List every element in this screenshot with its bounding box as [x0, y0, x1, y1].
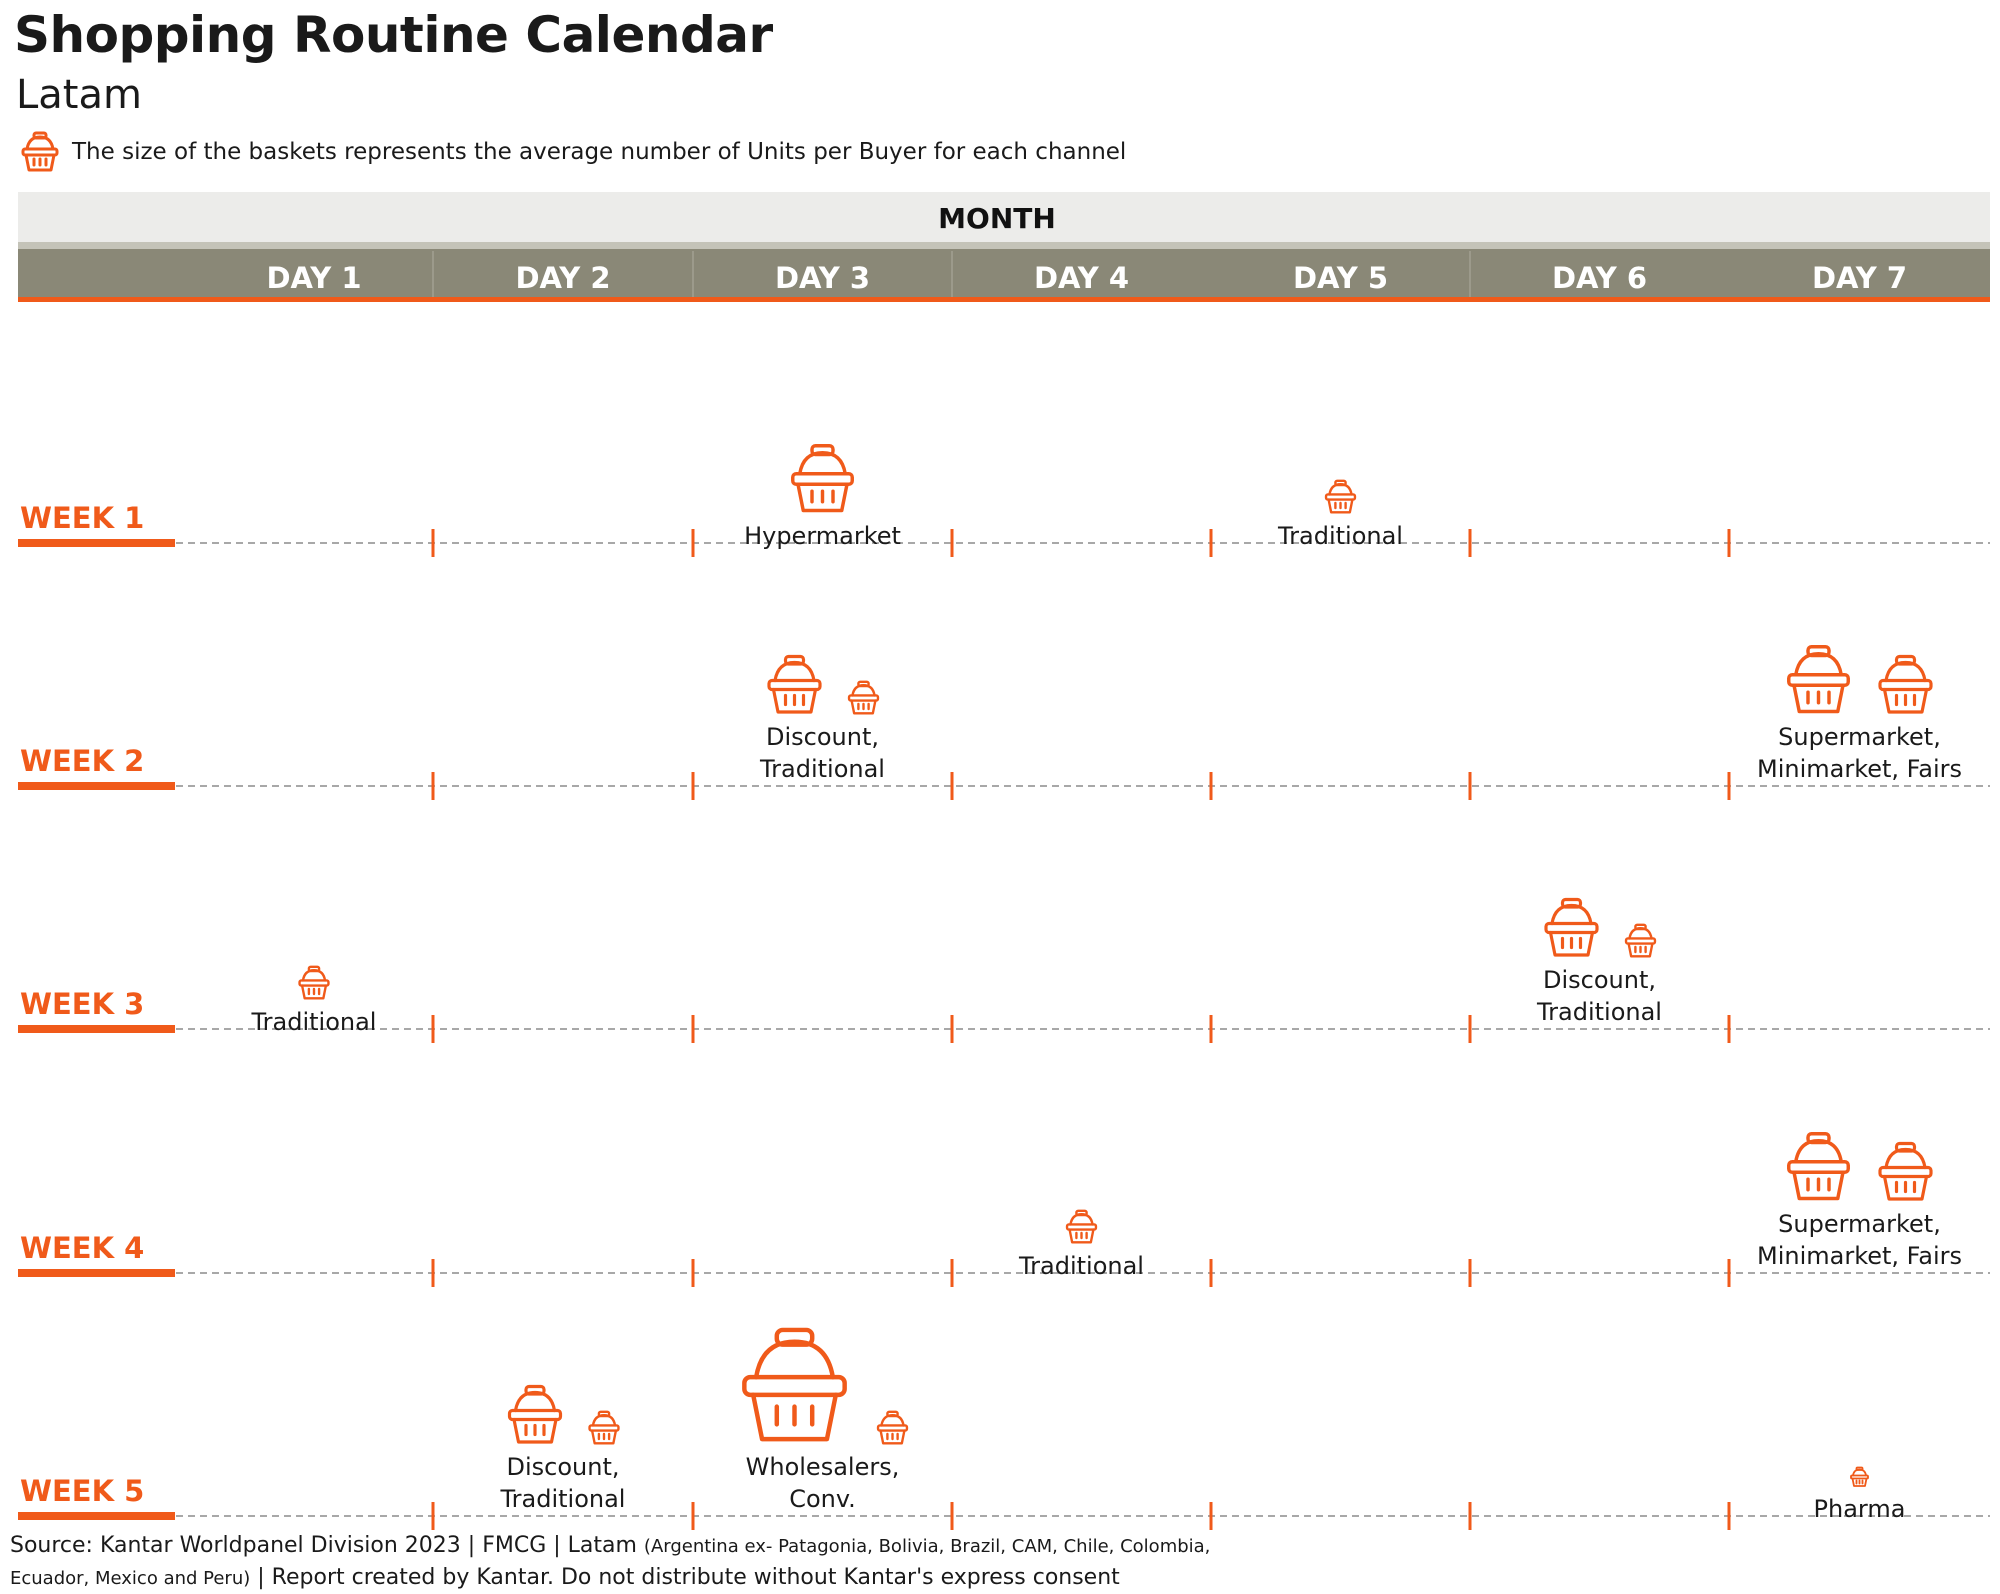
shopping-event-2	[759, 723, 885, 783]
footer-disclaimer: | Report created by Kantar. Do not distribute without Kantar's express consent	[250, 1565, 1120, 1590]
basket-icon	[769, 657, 820, 713]
basket-rim	[1880, 681, 1931, 690]
footer-countries: (Argentina ex- Patagonia, Bolivia, Brazil, CAM, Chile, Colombia,	[643, 1536, 1211, 1557]
event-label: Minimarket, Fairs	[1756, 1242, 1963, 1270]
day-label-2: DAY 2	[515, 261, 611, 295]
shopping-event-1	[1277, 522, 1403, 550]
week-bar	[18, 1512, 175, 1520]
shopping-event-6	[1018, 1252, 1144, 1280]
basket-rim	[849, 695, 878, 700]
event-label: Discount,	[766, 723, 879, 751]
basket-icon	[1789, 647, 1849, 712]
basket-rim	[300, 980, 329, 985]
week-label-3: WEEK 3	[20, 987, 145, 1021]
event-label: Traditional	[251, 1008, 377, 1036]
basket-icon	[1880, 1144, 1931, 1200]
day-label-6: DAY 6	[1551, 261, 1648, 295]
week-label-4: WEEK 4	[20, 1231, 145, 1265]
basket-rim	[744, 1377, 844, 1395]
shopping-event-8	[500, 1453, 626, 1513]
basket-rim	[1880, 1168, 1931, 1177]
shopping-event-3	[1757, 723, 1962, 783]
event-label: Traditional	[1278, 522, 1403, 550]
basket-lid	[756, 1342, 833, 1377]
day-label-1: DAY 1	[266, 261, 362, 295]
basket-rim	[793, 474, 853, 485]
basket-rim	[1626, 938, 1655, 943]
shopping-event-7	[1757, 1210, 1962, 1270]
page-title: Shopping Routine Calendar	[14, 6, 773, 64]
basket-icon	[510, 1387, 561, 1443]
event-label: Traditional	[500, 1485, 626, 1513]
week-bar	[18, 1269, 175, 1277]
shopping-event-9	[746, 1453, 900, 1513]
basket-rim	[1789, 1162, 1849, 1173]
event-label: Traditional	[760, 755, 885, 783]
day-label-5: DAY 5	[1292, 261, 1389, 295]
day-header-underline	[18, 297, 1990, 302]
basket-icon	[793, 446, 853, 511]
source-footer	[10, 1530, 1970, 1594]
basket-icon	[1067, 1211, 1096, 1242]
event-label: Minimarket, Fairs	[1756, 755, 1963, 783]
event-label: Traditional	[1537, 998, 1662, 1026]
basket-rim	[878, 1425, 907, 1430]
basket-icon	[300, 967, 329, 998]
basket-icon	[1789, 1134, 1849, 1199]
event-label: Discount,	[506, 1453, 620, 1481]
basket-icon	[878, 1412, 907, 1443]
week-bar	[18, 1025, 175, 1033]
basket-icon	[1326, 481, 1355, 512]
footer-countries-cont: Ecuador, Mexico and Peru)	[10, 1568, 251, 1589]
legend-text: The size of the baskets represents the average number of Units per Buyer for each channel	[72, 139, 1127, 165]
shopping-event-0	[744, 522, 901, 550]
basket-icon	[590, 1412, 619, 1443]
basket-rim	[590, 1425, 619, 1430]
basket-rim	[1326, 494, 1355, 499]
basket-icon	[1546, 900, 1597, 956]
basket-rim	[510, 1411, 561, 1420]
event-label: Supermarket,	[1778, 1210, 1941, 1238]
day-label-4: DAY 4	[1033, 261, 1130, 295]
footer-source: Source: Kantar Worldpanel Division 2023 | FMCG | Latam	[10, 1533, 644, 1558]
shopping-event-10	[1814, 1495, 1906, 1523]
week-bar	[18, 539, 175, 547]
basket-icon	[1880, 657, 1931, 713]
basket-icon	[849, 682, 878, 713]
basket-rim	[1851, 1476, 1868, 1479]
event-label: Supermarket,	[1778, 723, 1941, 751]
event-label: Wholesalers,	[745, 1453, 900, 1481]
basket-icon	[1626, 925, 1655, 956]
week-label-5: WEEK 5	[20, 1474, 145, 1508]
day-label-3: DAY 3	[774, 261, 871, 295]
basket-rim	[1546, 924, 1597, 933]
basket-icon	[744, 1330, 844, 1439]
month-header: MONTH	[938, 202, 1056, 235]
week-label-1: WEEK 1	[20, 501, 145, 535]
week-label-2: WEEK 2	[20, 744, 145, 778]
basket-rim	[769, 681, 820, 690]
day-label-7: DAY 7	[1811, 261, 1908, 295]
page-subtitle: Latam	[16, 72, 142, 118]
week-bar	[18, 782, 175, 790]
basket-rim	[1067, 1224, 1096, 1229]
basket-icon	[1851, 1468, 1868, 1487]
event-label: Hypermarket	[744, 522, 901, 550]
shopping-event-5	[1536, 966, 1662, 1026]
basket-rim	[1789, 675, 1849, 686]
shopping-event-4	[251, 1008, 377, 1036]
event-label: Traditional	[1019, 1252, 1144, 1280]
event-label: Conv.	[789, 1485, 856, 1513]
header-separator	[18, 242, 1990, 249]
event-label: Pharma	[1813, 1495, 1906, 1523]
event-label: Discount,	[1543, 966, 1656, 994]
